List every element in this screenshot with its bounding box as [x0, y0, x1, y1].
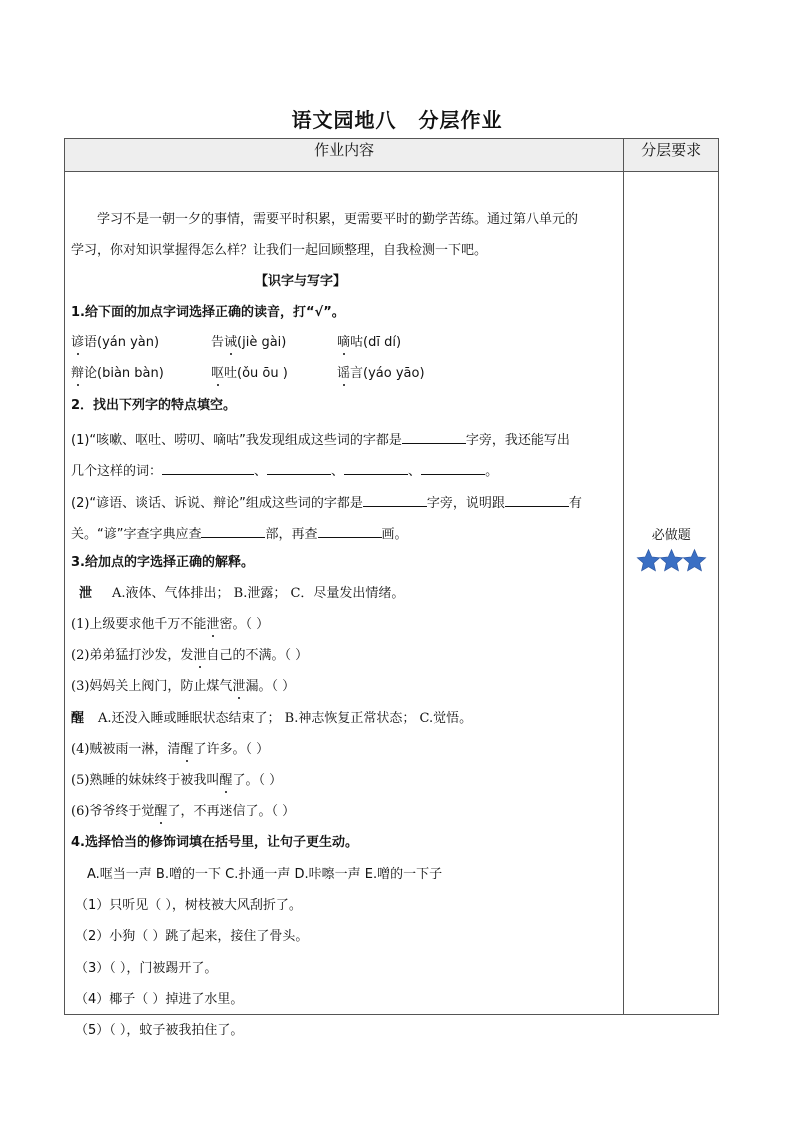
- difficulty-stars: [624, 548, 718, 577]
- fill-blank[interactable]: [201, 524, 265, 538]
- q4-options: A.哐当一声 B.噌的一下 C.扑通一声 D.咔嚓一声 E.噌的一下子: [87, 867, 443, 882]
- content-cell: [65, 172, 624, 1038]
- q1-item: 嘀咕(dī dí): [337, 335, 402, 350]
- q4-item: （4）椰子（ ）掉进了水里。: [75, 992, 244, 1007]
- q3-group-1: 泄 A.液体、气体排出； B.泄露； C．尽量发出情绪。: [79, 586, 405, 601]
- star-icon: [636, 548, 661, 573]
- star-icon: [659, 548, 684, 573]
- fill-blank[interactable]: [318, 524, 382, 538]
- q4-item: （3）（ ），门被踢开了。: [75, 961, 218, 976]
- header-level: 分层要求: [624, 139, 719, 172]
- q4-item: （5）（ ），蚊子被我拍住了。: [75, 1023, 244, 1038]
- section-heading: 【识字与写字】: [255, 274, 347, 289]
- page-title: 语文园地八 分层作业: [291, 108, 503, 132]
- q2-p1-line2: 几个这样的词： 、 、 、 。: [71, 461, 498, 480]
- intro-line-2: 学习，你对知识掌握得怎么样？让我们一起回顾整理，自我检测一下吧。: [71, 243, 488, 258]
- fill-blank[interactable]: [505, 493, 569, 507]
- q3-sentence: (3)妈妈关上阀门，防止煤气泄漏。（ ）: [71, 679, 296, 694]
- q1-item: 呕吐(ǒu ōu ): [211, 366, 288, 381]
- q3-sentence: (4)贼被雨一淋，清醒了许多。（ ）: [71, 742, 270, 757]
- q4-item: （2）小狗（ ）跳了起来，接住了骨头。: [75, 929, 309, 944]
- header-content: 作业内容: [65, 139, 624, 172]
- fill-blank[interactable]: [421, 461, 485, 475]
- homework-table: [64, 138, 719, 1038]
- q1-item: 谣言(yáo yāo): [337, 366, 425, 381]
- q2-p2-line1: (2)“谚语、谈话、诉说、辩论”组成这些词的字都是 字旁，说明跟 有: [71, 493, 582, 512]
- q2-p1-line1: (1)“咳嗽、呕吐、唠叨、嘀咕”我发现组成这些词的字都是 字旁，我还能写出: [71, 430, 570, 449]
- fill-blank[interactable]: [363, 493, 427, 507]
- required-label: 必做题: [651, 528, 691, 543]
- fill-blank[interactable]: [402, 430, 466, 444]
- fill-blank[interactable]: [162, 461, 254, 475]
- q3-group-2: 醒 A.还没入睡或睡眠状态结束了； B.神志恢复正常状态； C.觉悟。: [71, 711, 473, 726]
- q1-item: 告诫(jiè gài): [211, 335, 287, 350]
- q3-sentence: (1)上级要求他千万不能泄密。（ ）: [71, 617, 270, 632]
- q3-sentence: (5)熟睡的妹妹终于被我叫醒了。（ ）: [71, 773, 283, 788]
- intro-line-1: 学习不是一朝一夕的事情，需要平时积累，更需要平时的勤学苦练。通过第八单元的: [97, 212, 579, 227]
- q1-item: 谚语(yán yàn): [71, 335, 160, 350]
- star-icon: [682, 548, 707, 573]
- q3-title: 3.给加点的字选择正确的解释。: [71, 555, 254, 570]
- level-cell: [624, 172, 719, 1015]
- q2-p2-line2: 关。“谚”字查字典应查 部，再查 画。: [71, 524, 408, 543]
- q4-title: 4.选择恰当的修饰词填在括号里，让句子更生动。: [71, 835, 358, 850]
- q2-title: 2．找出下列字的特点填空。: [71, 398, 237, 413]
- q3-sentence: (6)爷爷终于觉醒了，不再迷信了。（ ）: [71, 804, 296, 819]
- fill-blank[interactable]: [344, 461, 408, 475]
- q1-item: 辩论(biàn bàn): [71, 366, 164, 381]
- q1-title: 1.给下面的加点字词选择正确的读音，打“√”。: [71, 305, 345, 320]
- fill-blank[interactable]: [267, 461, 331, 475]
- q3-sentence: (2)弟弟猛打沙发，发泄自己的不满。（ ）: [71, 648, 309, 663]
- q4-item: （1）只听见（ ），树枝被大风刮折了。: [75, 898, 302, 913]
